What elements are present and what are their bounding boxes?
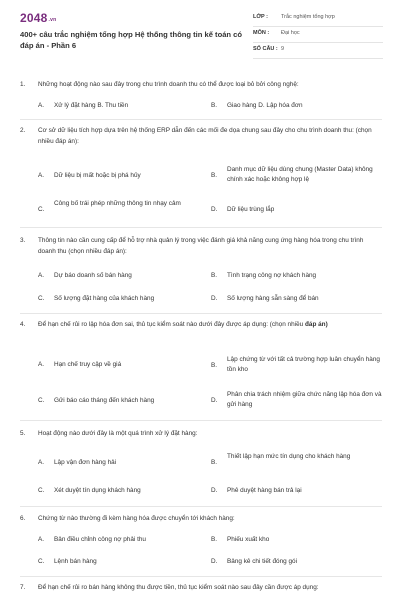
question-divider: [20, 227, 382, 228]
question-4: [20, 320, 382, 331]
option-text: Dự báo doanh số bán hàng: [54, 272, 132, 279]
question-note: đáp án): [304, 321, 328, 328]
option-label: C.: [38, 397, 45, 404]
question-text: Cơ sở dữ liệu tích hợp dựa trên hệ thống ERP dẫn đến các mối đe dọa chung sau đây cho chu trình doanh thu: (chọn nhiều đáp án):: [38, 127, 372, 145]
option-label: B.: [211, 102, 218, 109]
question-header: [20, 514, 382, 525]
option-text: Số lượng hàng sẵn sàng để bán: [227, 295, 319, 302]
meta-key: LỚP :: [253, 14, 268, 20]
logo-suffix: .vn: [48, 17, 57, 23]
question-header: [20, 236, 382, 258]
question-2: [20, 126, 382, 148]
question-header: [20, 583, 382, 594]
option-text: Bản điều chỉnh công nợ phải thu: [54, 536, 146, 543]
option-label: A.: [38, 361, 45, 368]
option-text: Dữ liệu trùng lắp: [227, 206, 275, 213]
option-label: C.: [38, 206, 45, 213]
option-label: A.: [38, 459, 45, 466]
question-header: [20, 429, 382, 440]
question-divider: [20, 420, 382, 421]
option-text: Xét duyệt tín dụng khách hàng: [54, 487, 141, 494]
document-title: 400+ câu trắc nghiệm tổng hợp Hệ thống thông tin kế toán có đáp án - Phần 6: [20, 30, 243, 50]
question-divider: [20, 576, 382, 577]
question-header: [20, 126, 382, 148]
option-text: Bảng kê chi tiết đóng gói: [227, 558, 297, 565]
site-logo[interactable]: [20, 11, 56, 25]
meta-row-count: [253, 43, 383, 59]
option-label: A.: [38, 536, 45, 543]
option-label: B.: [211, 172, 218, 179]
option-text: Phê duyệt hàng bán trả lại: [227, 487, 302, 494]
option-text: Giao hàng D. Lập hóa đơn: [227, 102, 303, 109]
question-7: [20, 583, 382, 594]
option-label: A.: [38, 272, 45, 279]
question-divider: [20, 119, 382, 120]
option-text: Dữ liệu bị mất hoặc bị phá hủy: [54, 172, 141, 179]
option-text: Gửi báo cáo tháng đến khách hàng: [54, 397, 155, 404]
option-text: Phân chia trách nhiệm giữa chức năng lập hóa đơn và gửi hàng: [227, 391, 382, 409]
meta-row-subject: [253, 27, 383, 43]
option-label: D.: [211, 487, 218, 494]
question-divider: [20, 506, 382, 507]
question-1: [20, 80, 382, 91]
option-text: Số lượng đặt hàng của khách hàng: [54, 295, 155, 302]
option-text: Công bố trái phép những thông tin nhạy cảm: [54, 200, 181, 207]
option-text: Thiết lập hạn mức tín dụng cho khách hàng: [227, 453, 351, 460]
meta-key: SỐ CÂU :: [253, 46, 278, 52]
question-number: 4.: [20, 321, 26, 328]
option-label: D.: [211, 206, 218, 213]
option-label: D.: [211, 295, 218, 302]
document-header: [0, 0, 400, 70]
question-text: Chứng từ nào thường đi kèm hàng hóa được chuyển tới khách hàng:: [38, 515, 235, 522]
option-text: Danh mục dữ liệu dùng chung (Master Data) không chính xác hoặc không hợp lệ: [227, 166, 373, 184]
option-label: A.: [38, 172, 45, 179]
option-label: B.: [211, 459, 218, 466]
question-3: [20, 236, 382, 258]
meta-value: Trắc nghiệm tổng hợp: [281, 14, 335, 20]
meta-row-class: [253, 11, 383, 27]
question-header: [20, 320, 382, 331]
option-text: Lập vận đơn hàng hải: [54, 459, 117, 466]
question-number: 6.: [20, 515, 26, 522]
meta-value: Đại học: [281, 30, 300, 36]
option-label: B.: [211, 362, 218, 369]
question-number: 1.: [20, 81, 26, 88]
question-5: [20, 429, 382, 440]
question-number: 5.: [20, 430, 26, 437]
option-text: Xử lý đặt hàng B. Thu tiền: [54, 102, 129, 109]
option-text: Lập chứng từ với tất cả trường hợp luân chuyển hàng tồn kho: [227, 356, 380, 374]
meta-key: MÔN :: [253, 30, 270, 36]
question-text: Để hạn chế rủi ro bán hàng không thu được tiền, thủ tục kiểm soát nào sau đây cần được áp dụng:: [38, 584, 319, 591]
option-label: B.: [211, 272, 218, 279]
option-text: Phiếu xuất kho: [227, 536, 270, 543]
option-label: C.: [38, 487, 45, 494]
question-6: [20, 514, 382, 525]
question-header: [20, 80, 382, 91]
option-label: D.: [211, 558, 218, 565]
question-number: 2.: [20, 127, 26, 134]
question-text-wrap: [38, 320, 382, 331]
question-divider: [20, 313, 382, 314]
option-label: B.: [211, 536, 218, 543]
option-label: D.: [211, 397, 218, 404]
option-label: A.: [38, 102, 45, 109]
option-text: Tình trạng công nợ khách hàng: [227, 272, 317, 279]
option-text: Hạn chế truy cập về giá: [54, 361, 122, 368]
question-number: 3.: [20, 237, 26, 244]
option-label: C.: [38, 295, 45, 302]
option-label: C.: [38, 558, 45, 565]
meta-value: 9: [281, 46, 285, 52]
question-text: Những hoạt động nào sau đây trong chu trình doanh thu có thể được loại bỏ bởi công nghệ:: [38, 81, 299, 88]
logo-text: 2048: [20, 11, 48, 25]
option-text: Lệnh bán hàng: [54, 558, 97, 565]
question-text: Hoạt động nào dưới đây là một quá trình xử lý đặt hàng:: [38, 430, 198, 437]
question-number: 7.: [20, 584, 26, 591]
question-text: Thông tin nào cần cung cấp để hỗ trợ nhà quản lý trong việc đánh giá khả năng cung ứng hàng hóa trong chu trình doanh thu (chọn nhiều đáp án):: [38, 237, 364, 255]
document-meta-table: [253, 11, 383, 59]
question-text: Để hạn chế rủi ro lập hóa đơn sai, thủ tục kiểm soát nào dưới đây được áp dụng: (chọn nhiều: [38, 321, 304, 328]
